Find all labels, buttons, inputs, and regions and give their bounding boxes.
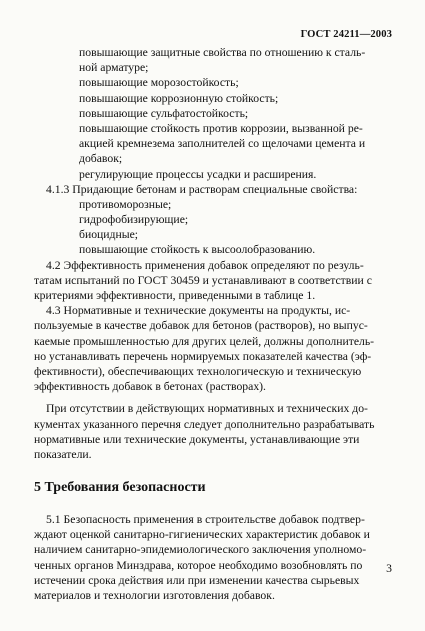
clause-4-3-line: эффективность добавок в бетонах (растворах). (34, 380, 266, 394)
text-line: акцией кремнезема заполнителей со щелочами цемента и (79, 137, 366, 151)
text-line: повышающие стойкость против коррозии, вызванной ре- (79, 121, 363, 135)
section-5-title: 5 Требования безопасности (34, 480, 206, 496)
clause-4-3-line: 4.3 Нормативные и технические документы на продукты, ис- (46, 304, 351, 318)
page-content (34, 45, 392, 603)
paragraph-line: показатели. (34, 447, 92, 461)
text-line: добавок; (79, 152, 123, 166)
text-line: повышающие сульфатостойкость; (79, 106, 249, 120)
text-line: повышающие морозостойкость; (79, 76, 239, 90)
clause-4-2-line: критериями эффективности, приведенными в таблице 1. (34, 289, 316, 302)
clause-5-1-line: 5.1 Безопасность применения в строительстве добавок подтвер- (46, 513, 365, 527)
clause-5-1-line: наличием санитарно-эпидемиологического заключения уполномо- (34, 543, 367, 557)
paragraph-line: При отсутствии в действующих нормативных и технических до- (46, 402, 368, 416)
text-line: биоцидные; (79, 228, 139, 242)
page-number: 3 (386, 562, 392, 575)
clause-4-3-line: пользуемые в качестве добавок для бетонов (растворов), но выпус- (34, 319, 368, 333)
text-line: регулирующие процессы усадки и расширения. (79, 167, 317, 181)
clause-4-2-line: татам испытаний по ГОСТ 30459 и устанавливают в соответствии с (34, 273, 372, 287)
clause-4-2-line: 4.2 Эффективность применения добавок определяют по резуль- (46, 258, 364, 272)
clause-5-1-line: ченных органов Минздрава, которое необходимо возобновлять по (34, 558, 363, 572)
clause-4-3-line: каемые промышленностью для других целей, должны дополнитель- (34, 334, 375, 348)
text-line: повышающие коррозионную стойкость; (79, 91, 279, 105)
clause-4-3-line: но устанавливать перечень нормируемых показателей качества (эф- (34, 349, 372, 363)
clause-5-1-line: ждают оценкой санитарно-гигиенических характеристик добавок и (34, 528, 370, 542)
clause-4-1-3: 4.1.3 Придающие бетонам и растворам специальные свойства: (46, 182, 358, 196)
clause-5-1-line: истечении срока действия или при изменении качества сырьевых (34, 573, 360, 587)
clause-5-1-line: материалов и технологии изготовления добавок. (34, 589, 275, 602)
text-line: противоморозные; (79, 197, 172, 211)
paragraph-line: нормативные или технические документы, устанавливающие эти (34, 432, 360, 446)
text-line: гидрофобизирующие; (79, 213, 189, 227)
paragraph-line: кументах указанного перечня следует дополнительно разрабатывать (34, 417, 375, 431)
text-line: повышающие стойкость к высоолобразованию. (79, 243, 316, 257)
document-header: ГОСТ 24211—2003 (300, 29, 392, 40)
clause-4-3-line: фективности), обеспечивающих технологическую и техническую (34, 364, 362, 378)
text-line: повышающие защитные свойства по отношению к сталь- (79, 46, 366, 59)
text-line: ной арматуре; (79, 61, 149, 75)
